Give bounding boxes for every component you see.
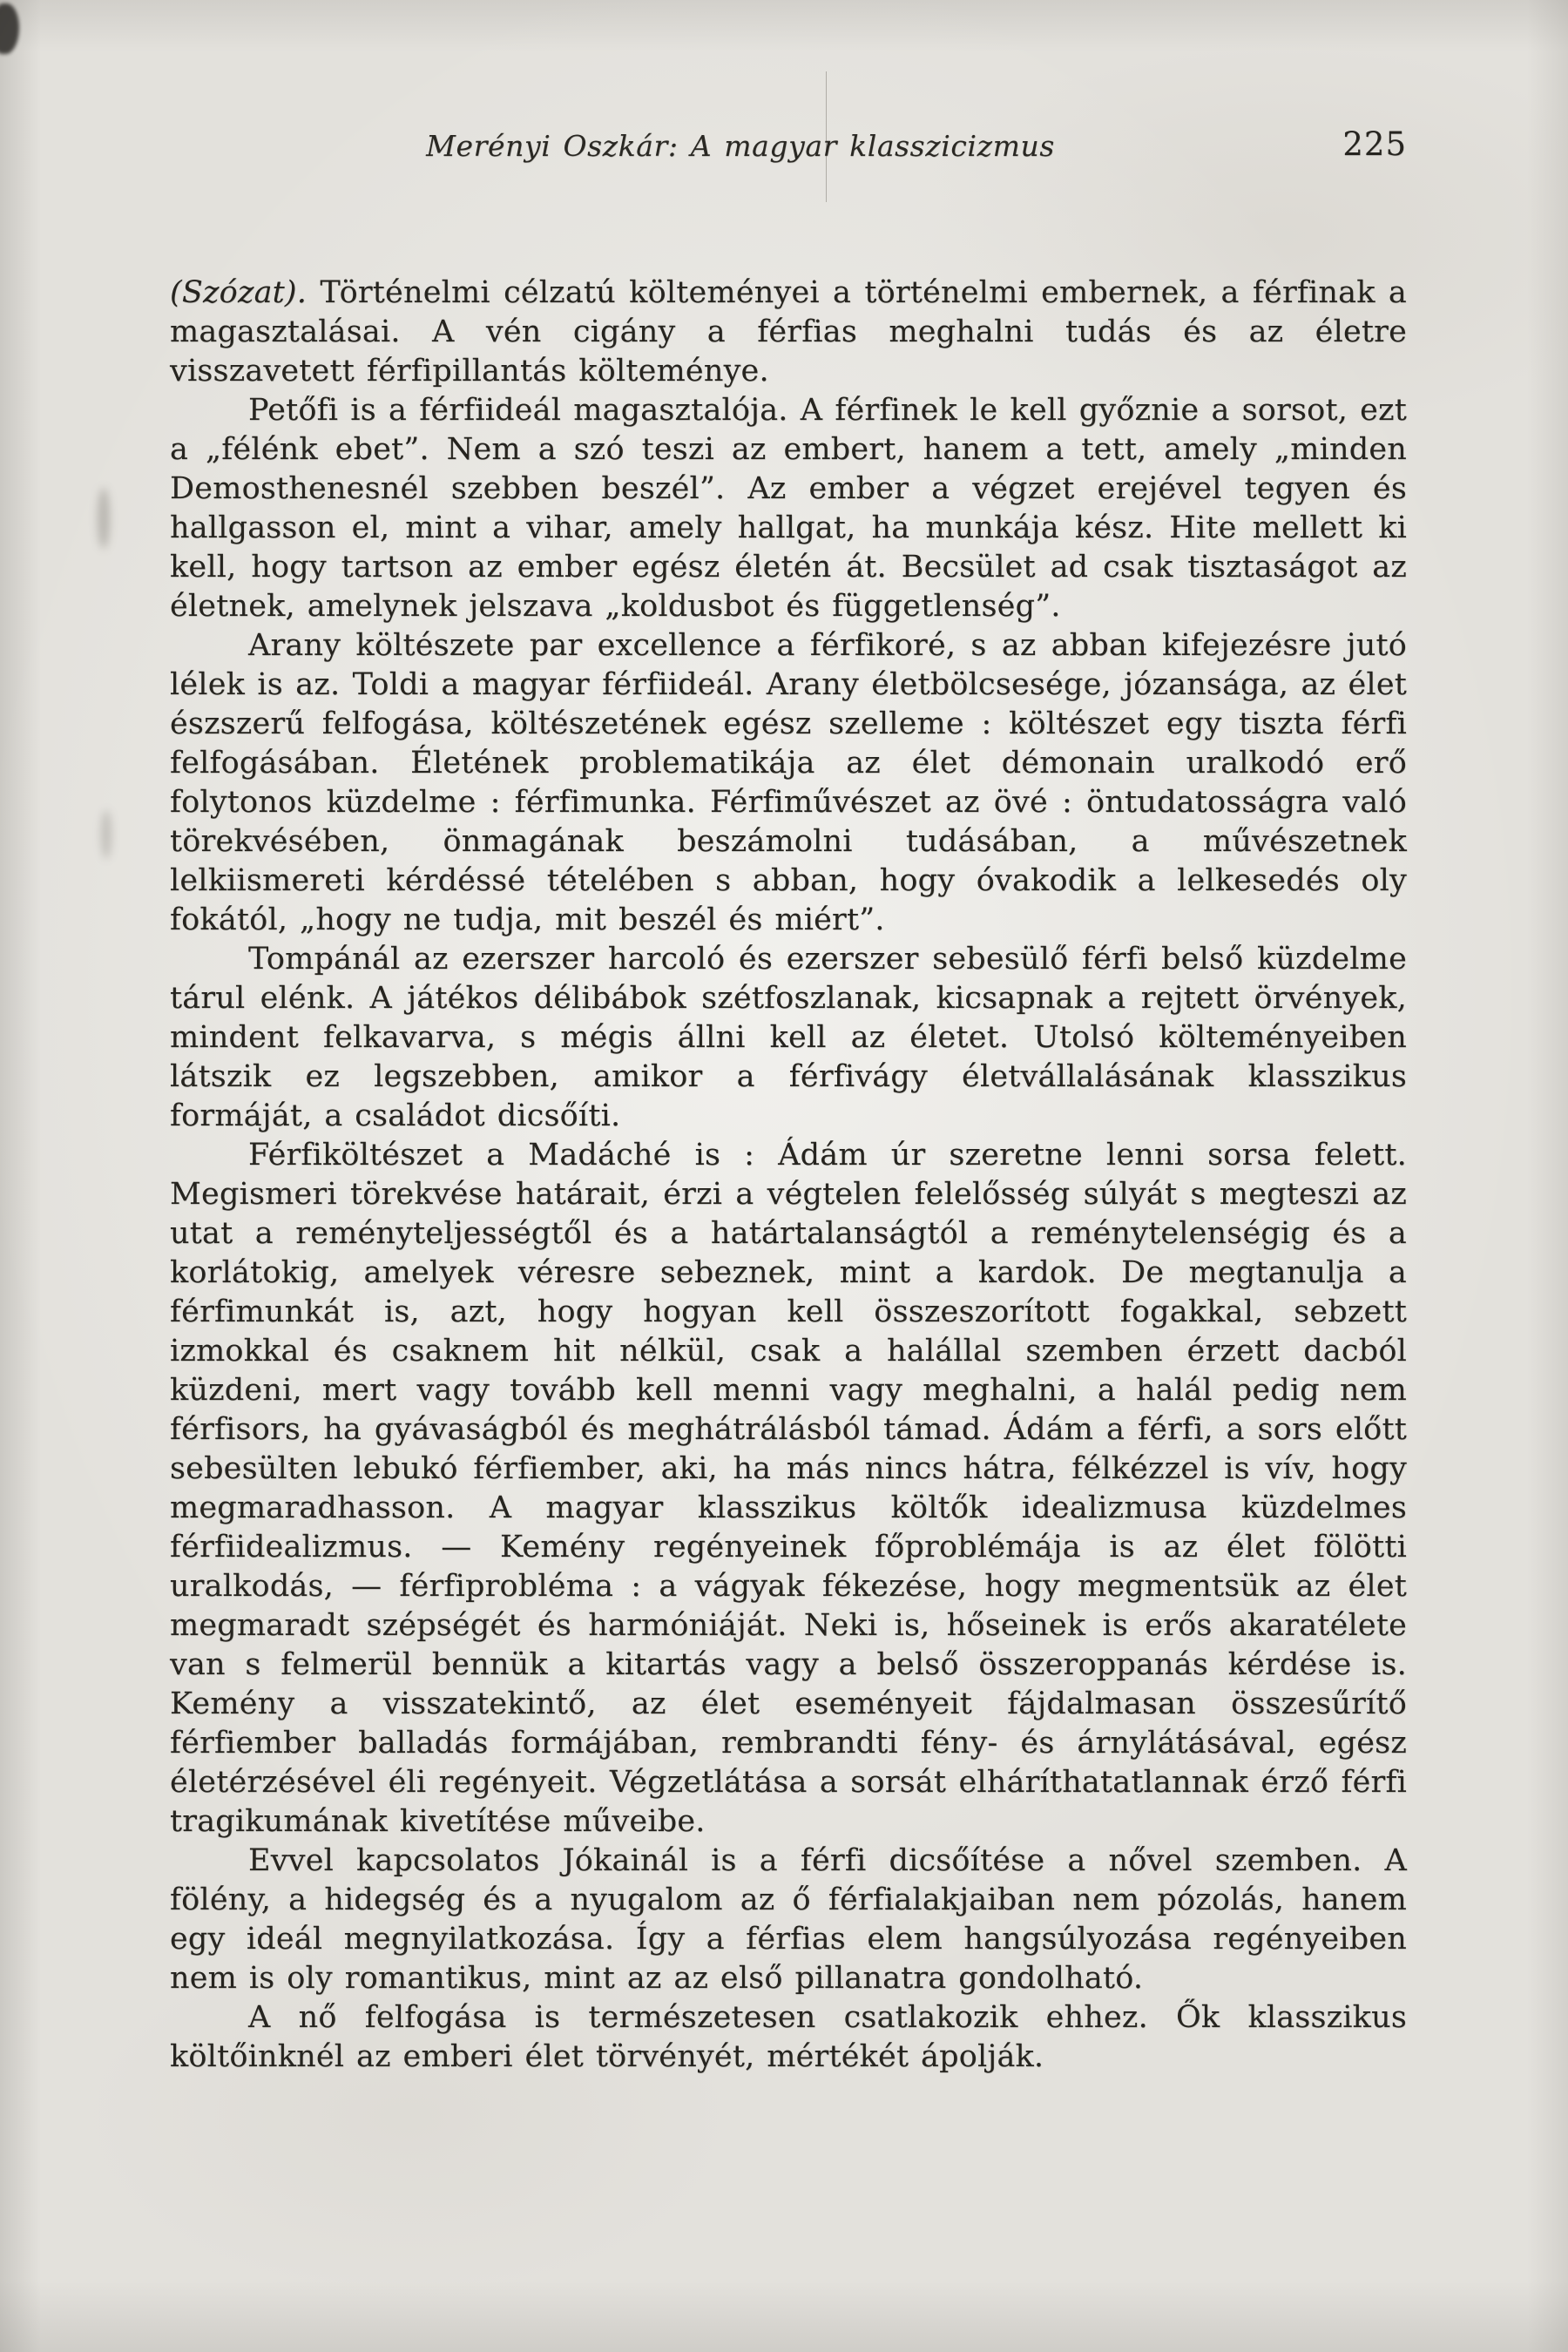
poem-title-reference: (Szózat). (170, 275, 308, 310)
paragraph-text: Férfiköltészet a Madáché is : Ádám úr szeretne lenni sorsa felett. Megismeri törekvése határait, érzi a végtelen felelősség súlyát s megteszi az utat a reményteljességtől és a határtalanságtól a reménytelenségig és a korlátokig, amelyek véresre sebeznek, mint a kardok. De megtanulja a férfimunkát is, azt, hogy hogyan kell összeszorított fogakkal, sebzett izmokkal és csaknem hit nélkül, csak a halállal szemben érzett dacból küzdeni, mert vagy tovább kell menni vagy meghalni, a halál pedig nem férfisors, ha gyávaságból és meghátrálásból támad. Ádám a férfi, a sors előtt sebesülten lebukó férfiember, aki, ha más nincs hátra, félkézzel is vív, hogy megmaradhasson. A magyar klasszikus költők idealizmusa küzdelmes férfiidealizmus. — Kemény regényeinek főproblémája is az élet fölötti uralkodás, — férfiprobléma : a vágyak fékezése, hogy megmentsük az élet megmaradt szépségét és harmóniáját. Neki is, hőseinek is erős akaratélete van s felmerül bennük a kitartás vagy a belső összeroppanás kérdése is. Kemény a visszatekintő, az élet eseményeit fájdalmasan összesűrítő férfiember balladás formájában, rembrandti fény- és árnylátásával, egész életérzésével éli regényeit. Végzetlátása a sorsát elháríthatatlannak érző férfi tragikumának kivetítése műveibe. (170, 1138, 1407, 1839)
paragraph-text: Történelmi célzatú költeményei a történelmi embernek, a férfinak a magasztalásai. A vén cigány a férfias meghalni tudás és az életre visszavetett férfipillantás költeménye. (170, 275, 1407, 389)
paragraph-closing (170, 1998, 1407, 2077)
paragraph-text: Tompánál az ezerszer harcoló és ezerszer sebesülő férfi belső küzdelme tárul elénk. A játékos délibábok szétfoszlanak, kicsapnak a rejtett örvények, mindent felkavarva, s mégis állni kell az életet. Utolsó költeményeiben látszik ez legszebben, amikor a férfivágy életvállalásának klasszikus formáját, a családot dicsőíti. (170, 942, 1407, 1133)
page-header (170, 125, 1407, 169)
paragraph-jokai (170, 1842, 1407, 1998)
paragraph-text: Petőfi is a férfiideál magasztalója. A férfinek le kell győznie a sorsot, ezt a „félénk ebet”. Nem a szó teszi az embert, hanem a tett, amely „minden Demosthenesnél szebben beszél”. Az ember a végzet erejével tegyen és hallgasson el, mint a vihar, amely hallgat, ha munkája kész. Hite mellett ki kell, hogy tartson az ember egész életén át. Becsület ad csak tisztaságot az életnek, amelynek jelszava „koldusbot és függetlenség”. (170, 393, 1407, 624)
running-title: Merényi Oszkár: A magyar klasszicizmus (426, 129, 1055, 163)
scan-margin-smudge (101, 810, 112, 859)
paragraph-text: Evvel kapcsolatos Jókainál is a férfi dicsőítése a nővel szemben. A fölény, a hidegség és a nyugalom az ő férfialakjaiban nem pózolás, hanem egy ideál megnyilatkozása. Így a férfias elem hangsúlyozása regényeiben nem is oly romantikus, mint az az első pillanatra gondolható. (170, 1843, 1407, 1996)
paragraph-szozat (170, 274, 1407, 391)
page-number: 225 (1342, 125, 1407, 163)
paragraph-text: Arany költészete par excellence a férfikoré, s az abban kifejezésre jutó lélek is az. Toldi a magyar férfiideál. Arany életbölcsesége, józansága, az élet észszerű felfogása, költészetének egész szelleme : költészet egy tiszta férfi felfogásában. Életének problematikája az élet démonain uralkodó erő folytonos küzdelme : férfimunka. Férfiművészet az övé : öntudatosságra való törekvésében, önmagának beszámolni tudásában, a művészetnek lelkiismereti kérdéssé tételében s abban, hogy óvakodik a lelkesedés oly fokától, „hogy ne tudja, mit beszél és miért”. (170, 628, 1407, 937)
scan-margin-smudge (98, 488, 110, 549)
article-body (170, 274, 1407, 2077)
paragraph-arany (170, 626, 1407, 940)
scan-corner-smudge (0, 3, 19, 54)
paragraph-petofi (170, 391, 1407, 626)
text-column (170, 125, 1407, 2077)
paragraph-text: A nő felfogása is természetesen csatlakozik ehhez. Ők klasszikus költőinknél az emberi élet törvényét, mértékét ápolják. (170, 2000, 1407, 2074)
paragraph-madach-kemeny (170, 1136, 1407, 1842)
paragraph-tompa (170, 940, 1407, 1136)
